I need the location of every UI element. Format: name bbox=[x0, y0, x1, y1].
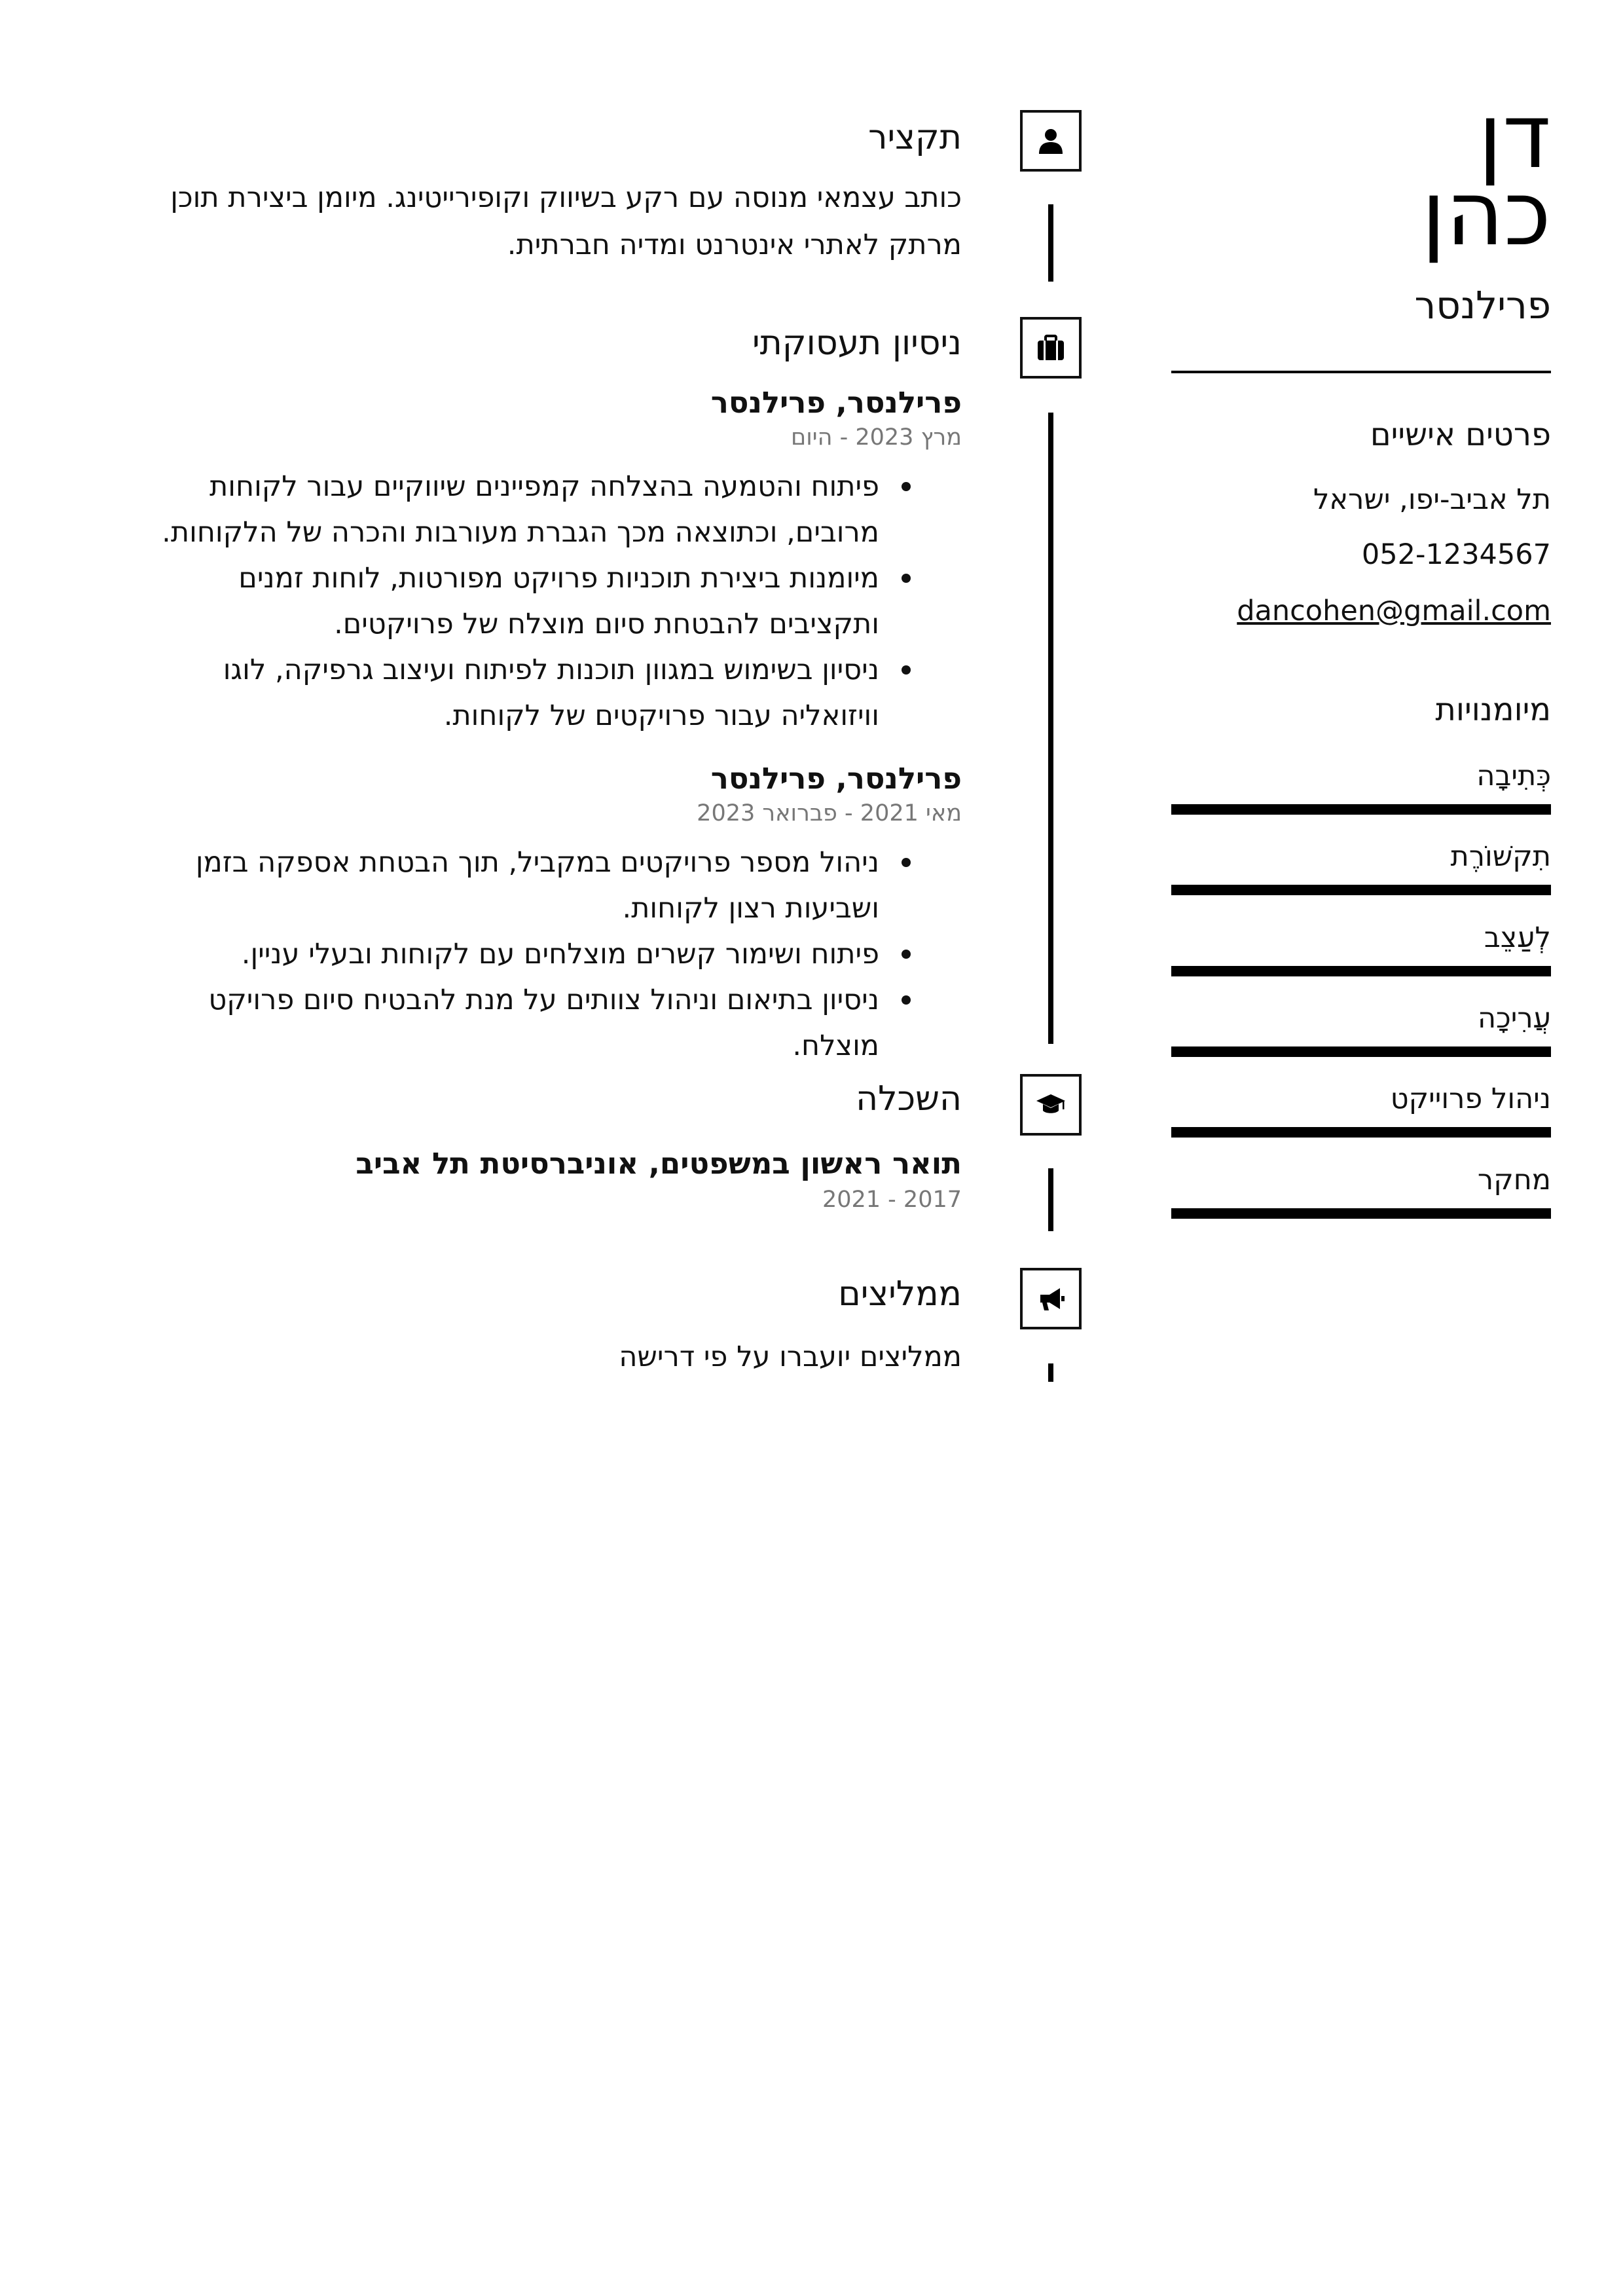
list-item: מיומנות ביצירת תוכניות פרויקט מפורטות, לוחות זמנים ותקציבים להבטחת סיום מוצלח של פרויקטים. bbox=[146, 555, 879, 647]
skill-label: מחקר bbox=[1477, 1164, 1551, 1196]
timeline-segment bbox=[1048, 413, 1053, 1044]
job-heading: פרילנסר, פרילנסר bbox=[710, 761, 962, 796]
skill-label: עֲרִיכָה bbox=[1477, 1002, 1551, 1035]
skills-heading: מיומנויות bbox=[1435, 692, 1551, 728]
skill-item bbox=[1171, 1164, 1551, 1223]
education-title: השכלה bbox=[856, 1079, 962, 1119]
job-dates: מאי 2021 - פברואר 2023 bbox=[697, 800, 962, 826]
job-bullets bbox=[146, 464, 879, 739]
summary-section bbox=[137, 118, 962, 157]
references-text: ממליצים יועברו על פי דרישה bbox=[619, 1341, 962, 1373]
job-heading: פרילנסר, פרילנסר bbox=[710, 385, 962, 420]
skill-level-bar bbox=[1171, 966, 1551, 976]
email-link[interactable]: dancohen@gmail.com bbox=[1237, 595, 1551, 627]
skill-item bbox=[1171, 1083, 1551, 1141]
timeline-segment bbox=[1048, 1168, 1053, 1231]
skill-level-bar bbox=[1171, 804, 1551, 815]
job-dates: מרץ 2023 - היום bbox=[791, 424, 962, 451]
briefcase-icon bbox=[1020, 317, 1082, 379]
references-section bbox=[137, 1274, 962, 1314]
job-title: פרילנסר bbox=[1414, 283, 1551, 327]
skill-level-bar bbox=[1171, 1127, 1551, 1138]
personal-details-heading: פרטים אישיים bbox=[1370, 417, 1551, 453]
list-item: ניסיון בשימוש במגוון תוכנות לפיתוח ועיצוב גרפיקה, לוגו וויזואליה עבור פרויקטים של לקוחות. bbox=[146, 647, 879, 739]
skill-label: תִקשׁוֹרֶת bbox=[1450, 840, 1551, 873]
last-name: כהן bbox=[1421, 162, 1551, 266]
full-name bbox=[1289, 85, 1551, 266]
megaphone-icon bbox=[1020, 1268, 1082, 1329]
list-item: פיתוח ושימור קשרים מוצלחים עם לקוחות ובעלי עניין. bbox=[146, 931, 879, 977]
person-icon bbox=[1020, 110, 1082, 172]
degree: תואר ראשון במשפטים, אוניברסיטת תל אביב bbox=[356, 1146, 962, 1181]
education-section bbox=[137, 1079, 962, 1119]
location: תל אביב-יפו, ישראל bbox=[1313, 483, 1551, 516]
skill-level-bar bbox=[1171, 1046, 1551, 1057]
skill-label: ניהול פרוייקט bbox=[1390, 1083, 1551, 1115]
skill-label: כְּתִיבָה bbox=[1476, 760, 1551, 792]
phone: 052-1234567 bbox=[1361, 538, 1551, 571]
skill-level-bar bbox=[1171, 885, 1551, 895]
skill-label: לְעַצֵב bbox=[1484, 921, 1551, 954]
graduation-cap-icon bbox=[1020, 1074, 1082, 1136]
list-item: ניסיון בתיאום וניהול צוותים על מנת להבטיח סיום פרויקט מוצלח. bbox=[146, 977, 879, 1069]
first-name: דן bbox=[1478, 85, 1551, 189]
list-item: פיתוח והטמעה בהצלחה קמפיינים שיווקיים עבור לקוחות מרובים, וכתוצאה מכך הגברת מעורבות והכרה של הלקוחות. bbox=[146, 464, 879, 555]
skill-item bbox=[1171, 1002, 1551, 1061]
job-bullets bbox=[146, 840, 879, 1069]
skill-level-bar bbox=[1171, 1208, 1551, 1219]
skill-item bbox=[1171, 840, 1551, 899]
references-title: ממליצים bbox=[838, 1274, 962, 1314]
skill-item bbox=[1171, 760, 1551, 819]
timeline-segment bbox=[1048, 1363, 1053, 1382]
list-item: ניהול מספר פרויקטים במקביל, תוך הבטחת אספקה בזמן ושביעות רצון לקוחות. bbox=[146, 840, 879, 931]
timeline-segment bbox=[1048, 204, 1053, 282]
summary-text: כותב עצמאי מנוסה עם רקע בשיווק וקופירייטינג. מיומן ביצירת תוכן מרתק לאתרי אינטרנט ומדיה חברתית. bbox=[170, 181, 962, 261]
summary-title: תקציר bbox=[868, 118, 962, 157]
skill-item bbox=[1171, 921, 1551, 980]
experience-section bbox=[137, 324, 962, 363]
header-divider bbox=[1171, 371, 1551, 373]
education-dates: 2017 - 2021 bbox=[822, 1187, 962, 1213]
experience-title: ניסיון תעסוקתי bbox=[752, 324, 962, 363]
